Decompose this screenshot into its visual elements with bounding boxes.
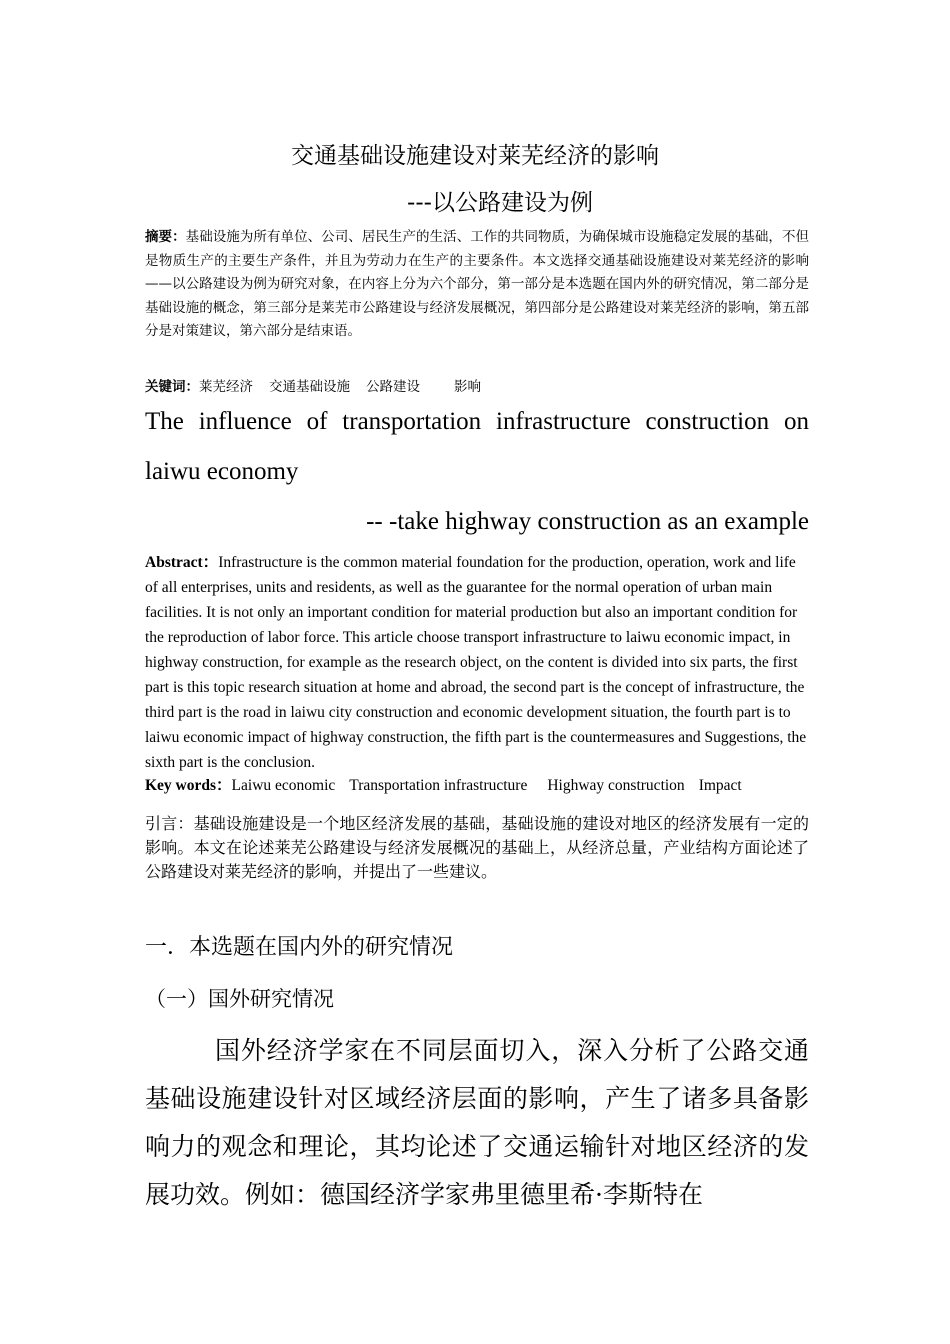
introduction-text: 基础设施建设是一个地区经济发展的基础，基础设施的建设对地区的经济发展有一定的影响。本文在论述莱芜公路建设与经济发展概况的基础上，从经济总量，产业结构方面论述了公路建设对莱芜经济的影响，并提出了一些建议。 xyxy=(145,814,809,881)
body-paragraph: 国外经济学家在不同层面切入，深入分析了公路交通基础设施建设针对区域经济层面的影响，产生了诸多具备影响力的观念和理论，其均论述了交通运输针对地区经济的发展功效。例如：德国经济学家弗里德里希·李斯特在 xyxy=(145,1036,809,1209)
chinese-abstract-label: 摘要： xyxy=(145,229,186,245)
chinese-keyword: 交通基础设施 xyxy=(269,379,350,395)
english-keyword: Impact xyxy=(698,777,742,794)
english-keyword: Transportation infrastructure xyxy=(349,777,528,794)
english-keyword: Highway construction xyxy=(547,777,685,794)
chinese-keywords xyxy=(145,376,809,398)
chinese-keyword: 莱芜经济 xyxy=(199,379,253,395)
english-title: The influence of transportation infrastructure construction on xyxy=(145,408,809,435)
chinese-abstract-text: 基础设施为所有单位、公司、居民生产的生活、工作的共同物质，为确保城市设施稳定发展的基础，不但是物质生产的主要生产条件，并且为劳动力在生产的主要条件。本文选择交通基础设施建设对莱芜经济的影响——以公路建设为例为研究对象，在内容上分为六个部分，第一部分是本选题在国内外的研究情况，第二部分是基础设施的概念，第三部分是莱芜市公路建设与经济发展概况，第四部分是公路建设对莱芜经济的影响，第五部分是对策建议，第六部分是结束语。 xyxy=(145,229,809,340)
chinese-subtitle: ---以公路建设为例 xyxy=(407,190,593,216)
english-subtitle: -- -take highway construction as an example xyxy=(366,508,809,535)
chinese-keyword: 影响 xyxy=(454,379,481,395)
english-title-continued: laiwu economy xyxy=(145,458,299,485)
section-heading: 一．本选题在国内外的研究情况 xyxy=(145,935,454,960)
english-abstract xyxy=(145,550,809,775)
chinese-keywords-label: 关键词： xyxy=(145,379,199,395)
english-keyword: Laiwu economic xyxy=(231,777,336,794)
introduction-label: 引言： xyxy=(145,814,194,833)
introduction xyxy=(145,812,809,884)
subsection-heading: （一）国外研究情况 xyxy=(145,987,334,1011)
english-keywords-label: Key words： xyxy=(145,777,232,794)
chinese-keyword: 公路建设 xyxy=(366,379,420,395)
english-keywords xyxy=(145,773,809,798)
english-abstract-label: Abstract： xyxy=(145,554,219,571)
chinese-title: 交通基础设施建设对莱芜经济的影响 xyxy=(291,143,659,169)
chinese-abstract xyxy=(145,226,809,344)
english-abstract-text: Infrastructure is the common material foundation for the production, operation, work and life of all enterprises, units and residents, as well as the guarantee for the normal operation of urban main facilities. It is not only an important condition for material production but also an important condition for the reproduction of labor force. This article choose transport infrastructure to laiwu economic impact, in highway construction, for example as the research object, on the content is divided into six parts, the first part is this topic research situation at home and abroad, the second part is the concept of infrastructure, the third part is the road in laiwu city construction and economic development situation, the fourth part is to laiwu economic impact of highway construction, the fifth part is the countermeasures and Suggestions, the sixth part is the conclusion. xyxy=(145,554,807,771)
